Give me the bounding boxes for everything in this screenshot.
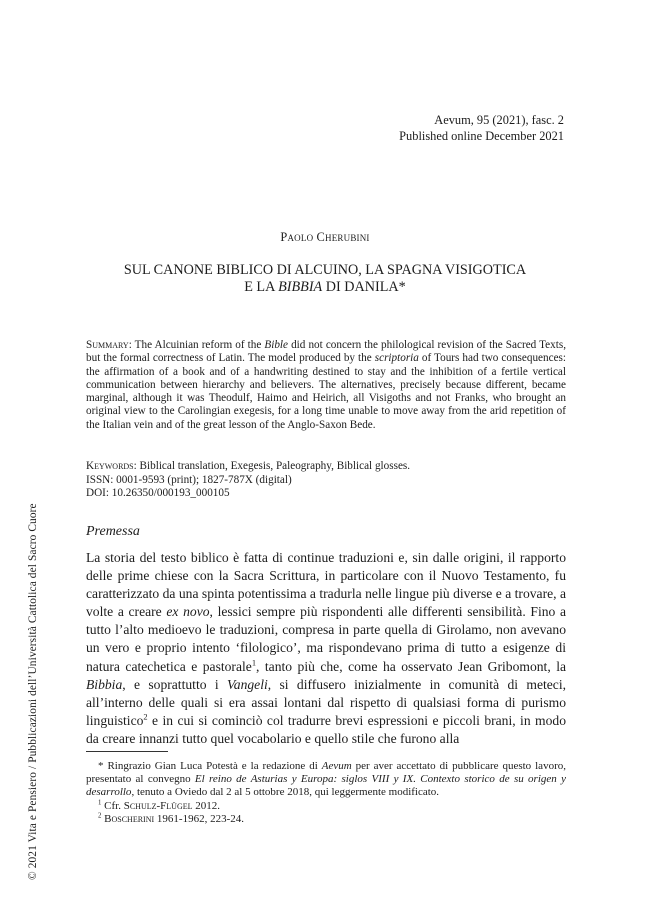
journal-issue: Aevum, 95 (2021), fasc. 2 (434, 113, 564, 127)
article-title (80, 262, 570, 296)
summary-abstract: Summary: The Alcuinian reform of the Bible did not concern the philological revision of the Sacred Texts, but the formal correctness of Latin. The model produced by the scriptoria of Tours had two consequences: the affirmation of a book and of a handwriting destined to stay and the inhibition of a fertile vertical communication between hierarchy and believers. The alternatives, precisely because different, became marginal, although it was Theodulf, Haimo and Heirich, all Visigoths and not Franks, who brought an original view to the Carolingian exegesis, for a long time unable to move away from the arid repetition of the Italian vein and of the great lesson of the Anglo-Saxon Bede. (86, 339, 566, 431)
author-name: Paolo Cherubini (280, 230, 370, 244)
footnote-star: * Ringrazio Gian Luca Potestà e la redazione di Aevum per aver accettato di pubblicare questo lavoro, presentato al convegno El reino de Asturias y Europa: siglos VIII y IX. Contexto storico de su origen y desarrollo, tenuto a Oviedo dal 2 al 5 ottobre 2018, qui leggermente modificato. (86, 760, 566, 799)
title-line-2: E LA BIBBIA DI DANILA* (244, 279, 406, 295)
footnote-2: $^2$ Boscherini 1961-1962, 223-24. (98, 812, 244, 825)
journal-citation (399, 112, 564, 144)
body-text: La storia del testo biblico è fatta di continue traduzioni e, sin dalle origini, il rapporto delle prime chiese con la Sacra Scrittura, in particolare con il Nuovo Testamento, fu caratterizzato da una spinta potentissima a tradurla nelle lingue più diverse e a trovare, a volte a creare ex novo, lessici sempre più rispondenti alle differenti sensibilità. Fino a tutto l’alto medioevo le traduzioni, compresa in parte quella di Girolamo, non avevano un vero e proprio intento ‘filologico’, ma rispondevano prima di tutto a esigenze di natura catechetica e pastorale$^1$, tanto più che, come ha osservato Jean Gribomont, la Bibbia, e soprattutto i Vangeli, si diffusero inizialmente in comunità di meteci, all’interno delle quali si era assai lontani dal rispetto di qualsiasi forma di purismo linguistico$^2$ e in cui si cominciò col tradurre brevi espressioni e piccoli brani, in modo da creare innanzi tutto quel vocabolario e quello stile che furono alla (86, 550, 567, 746)
footnote-divider (86, 751, 168, 752)
keywords-label: Keywords (86, 460, 134, 472)
keywords-block (86, 460, 566, 501)
keywords-line: Keywords: Biblical translation, Exegesis, Paleography, Biblical glosses. (86, 460, 411, 472)
summary-label: Summary (86, 339, 129, 351)
copyright-sidebar: © 2021 Vita e Pensiero / Pubblicazioni dell’Università Cattolica del Sacro Cuore (27, 503, 39, 880)
section-title: Premessa (86, 524, 140, 539)
footnote-ref-1: 1 (251, 657, 257, 668)
footnote-ref-2: 2 (143, 711, 148, 722)
title-line-1: SUL CANONE BIBLICO DI ALCUINO, LA SPAGNA VISIGOTICA (123, 262, 527, 278)
publication-date: Published online December 2021 (399, 129, 564, 143)
footnote-1: $^1$ Cfr. Schulz-Flügel 2012. (98, 798, 220, 812)
footnotes (86, 760, 566, 826)
issn-line: ISSN: 0001-9593 (print); 1827-787X (digital) (86, 473, 292, 486)
doi-line: DOI: 10.26350/000193_000105 (86, 487, 230, 499)
